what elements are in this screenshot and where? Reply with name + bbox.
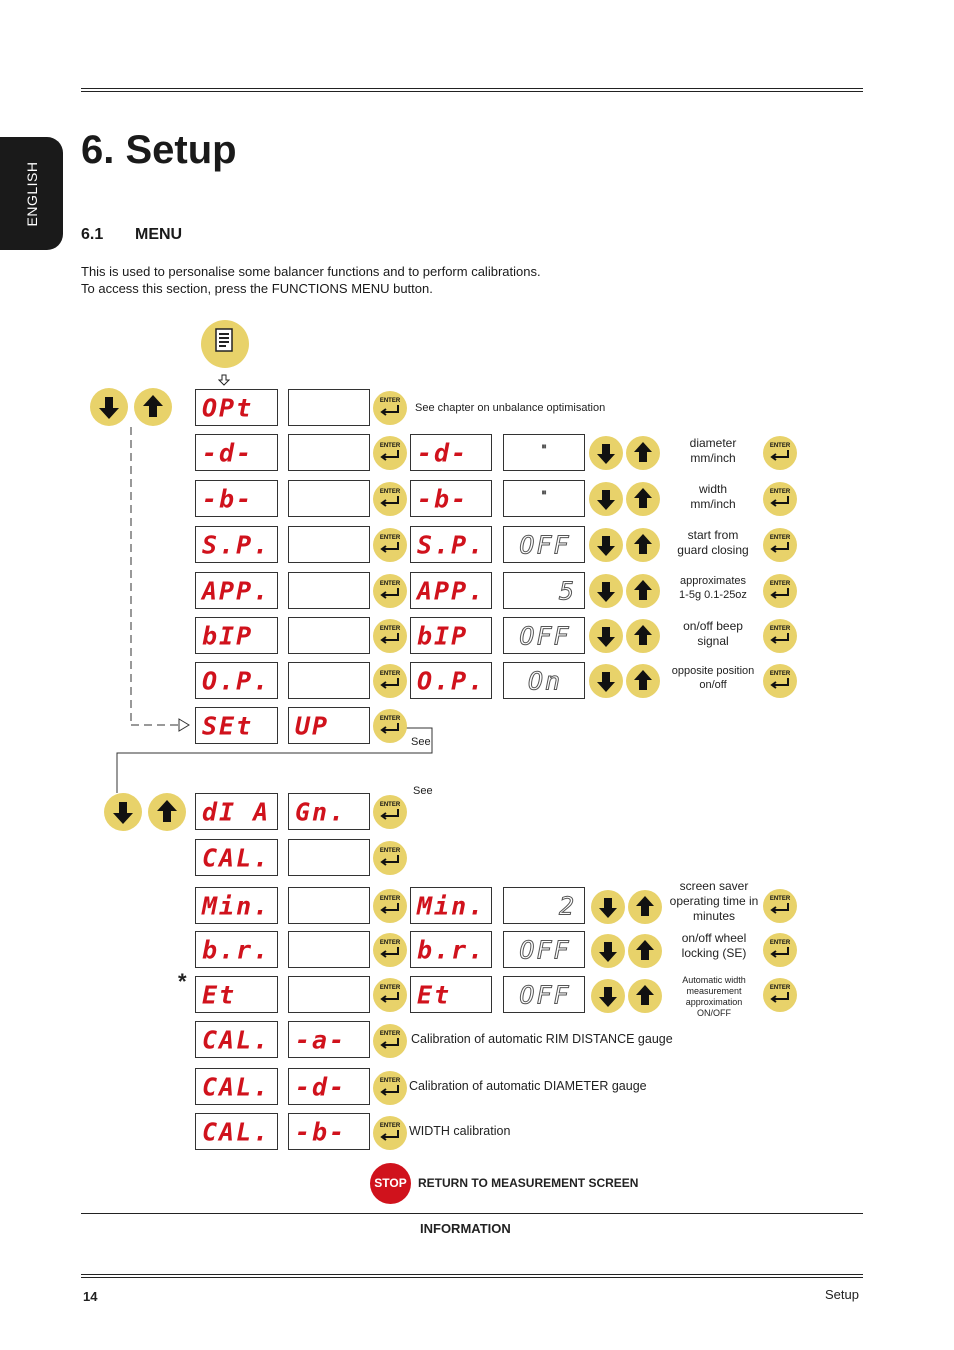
- enter-button[interactable]: ENTER: [373, 528, 407, 562]
- lcd-display: [195, 887, 278, 924]
- lcd-display: [503, 976, 585, 1013]
- option-description: screen saver operating time in minutes: [669, 879, 759, 923]
- enter-button[interactable]: ENTER: [373, 1071, 407, 1105]
- section-heading: [81, 226, 182, 244]
- lcd-display: [503, 480, 585, 517]
- lcd-display: [410, 887, 492, 924]
- lcd-text: ": [540, 443, 550, 456]
- option-description: diameter mm/inch: [689, 436, 737, 465]
- lcd-text: APP.: [202, 576, 271, 605]
- lcd-display-blank: [288, 480, 370, 517]
- arrow-down-button[interactable]: [591, 934, 625, 968]
- arrow-up-button[interactable]: [626, 574, 660, 608]
- page-title: 6. Setup: [81, 128, 237, 172]
- arrow-up-button[interactable]: [626, 436, 660, 470]
- arrow-down-button[interactable]: [591, 890, 625, 924]
- functions-menu-icon[interactable]: [201, 320, 249, 368]
- lcd-text: 2: [558, 891, 576, 920]
- lcd-text: OFF: [519, 980, 571, 1009]
- asterisk-mark: *: [178, 969, 187, 994]
- enter-button[interactable]: ENTER: [763, 889, 797, 923]
- lcd-text: CAL.: [202, 1072, 271, 1101]
- lcd-display: [503, 572, 585, 609]
- enter-button[interactable]: ENTER: [373, 482, 407, 516]
- setup-note: See: [411, 736, 431, 748]
- lcd-display-blank: [288, 572, 370, 609]
- lcd-display: [503, 434, 585, 471]
- enter-button[interactable]: ENTER: [373, 391, 407, 425]
- lcd-display: [288, 707, 370, 744]
- lcd-text: bIP: [202, 621, 254, 650]
- lcd-display-blank: [288, 931, 370, 968]
- intro-line-1: This is used to personalise some balancer functions and to perform calibrations.: [81, 264, 541, 279]
- lcd-text: -d-: [295, 1072, 347, 1101]
- lcd-display-blank: [288, 617, 370, 654]
- enter-button[interactable]: ENTER: [373, 841, 407, 875]
- section-number: 6.1: [81, 226, 104, 243]
- lcd-display: [288, 1021, 370, 1058]
- lcd-display: [195, 931, 278, 968]
- lcd-text: Min.: [202, 891, 271, 920]
- option-description: on/off wheel locking (SE): [681, 931, 747, 960]
- lcd-display: [195, 572, 278, 609]
- option-description: on/off beep signal: [683, 619, 743, 648]
- lcd-display: [195, 389, 278, 426]
- section-title: MENU: [135, 226, 183, 243]
- lcd-text: O.P.: [417, 666, 486, 695]
- arrow-up-button[interactable]: [628, 890, 662, 924]
- arrow-down-button[interactable]: [589, 574, 623, 608]
- enter-button[interactable]: ENTER: [373, 619, 407, 653]
- stop-button[interactable]: STOP: [370, 1163, 411, 1204]
- lcd-text: SEt: [202, 711, 254, 740]
- lcd-text: CAL.: [202, 843, 271, 872]
- lcd-display: [410, 931, 492, 968]
- lcd-display-blank: [288, 389, 370, 426]
- lcd-text: 5: [558, 576, 576, 605]
- lcd-text: -b-: [417, 484, 469, 513]
- lcd-display-blank: [288, 887, 370, 924]
- lcd-text: -b-: [295, 1117, 347, 1146]
- lcd-display-blank: [288, 976, 370, 1013]
- lcd-display: [288, 793, 370, 830]
- lcd-display: [503, 931, 585, 968]
- arrow-up-button[interactable]: [628, 979, 662, 1013]
- lcd-text: CAL.: [202, 1117, 271, 1146]
- lcd-text: Min.: [417, 891, 486, 920]
- lcd-text: Gn.: [295, 797, 347, 826]
- lcd-text: b.r.: [202, 935, 271, 964]
- intro-text: [81, 263, 541, 297]
- enter-button[interactable]: ENTER: [373, 1116, 407, 1150]
- lcd-text: CAL.: [202, 1025, 271, 1054]
- see-note: See: [413, 785, 433, 797]
- lcd-text: OFF: [519, 935, 571, 964]
- lcd-display: [195, 617, 278, 654]
- enter-button[interactable]: ENTER: [373, 436, 407, 470]
- lcd-display: [410, 480, 492, 517]
- lcd-display: [503, 887, 585, 924]
- lcd-text: Et: [202, 980, 237, 1009]
- opt-note: See chapter on unbalance optimisation: [415, 402, 606, 414]
- enter-button[interactable]: ENTER: [373, 574, 407, 608]
- arrow-down-button[interactable]: [589, 482, 623, 516]
- lcd-text: Et: [417, 980, 452, 1009]
- stop-text: RETURN TO MEASUREMENT SCREEN: [418, 1176, 639, 1190]
- option-description: Automatic width measurement approximation ON/OFF: [682, 975, 746, 1018]
- arrow-up-button[interactable]: [628, 934, 662, 968]
- lcd-display: [195, 526, 278, 563]
- page-number: 14: [83, 1289, 98, 1304]
- lcd-display-blank: [288, 434, 370, 471]
- arrow-up-button[interactable]: [148, 793, 186, 831]
- arrow-down-button[interactable]: [104, 793, 142, 831]
- lcd-text: bIP: [417, 621, 469, 650]
- lcd-text: OFF: [519, 530, 571, 559]
- enter-button[interactable]: ENTER: [763, 619, 797, 653]
- enter-button[interactable]: ENTER: [373, 1024, 407, 1058]
- enter-button[interactable]: ENTER: [763, 574, 797, 608]
- language-tab: [0, 137, 63, 250]
- arrow-up-button[interactable]: [626, 619, 660, 653]
- lcd-display: [195, 1113, 278, 1150]
- lcd-display: [288, 1068, 370, 1105]
- lcd-display: [195, 976, 278, 1013]
- arrow-down-button[interactable]: [591, 979, 625, 1013]
- lcd-display: [195, 662, 278, 699]
- lcd-display-blank: [288, 662, 370, 699]
- lcd-text: b.r.: [417, 935, 486, 964]
- lcd-text: -b-: [202, 484, 254, 513]
- calibration-description: WIDTH calibration: [409, 1124, 511, 1138]
- enter-button[interactable]: ENTER: [373, 709, 407, 743]
- arrow-down-button[interactable]: [589, 664, 623, 698]
- enter-button[interactable]: ENTER: [373, 889, 407, 923]
- lcd-display: [195, 434, 278, 471]
- enter-button[interactable]: ENTER: [763, 933, 797, 967]
- enter-button[interactable]: ENTER: [763, 528, 797, 562]
- lcd-display: [195, 1021, 278, 1058]
- option-description: width mm/inch: [690, 482, 736, 511]
- hollow-arrow-down-icon: [218, 374, 230, 386]
- lcd-text: dI A: [202, 797, 271, 826]
- lcd-display: [410, 434, 492, 471]
- lcd-text: -d-: [417, 438, 469, 467]
- lcd-display: [410, 572, 492, 609]
- language-label: ENGLISH: [23, 161, 40, 226]
- lcd-display: [195, 480, 278, 517]
- lcd-display: [503, 526, 585, 563]
- arrow-down-button[interactable]: [589, 528, 623, 562]
- lcd-display: [195, 839, 278, 876]
- lcd-display: [288, 1113, 370, 1150]
- option-description: opposite position on/off: [671, 665, 755, 691]
- lcd-text: ": [540, 489, 550, 502]
- arrow-up-button[interactable]: [134, 388, 172, 426]
- lcd-display: [503, 662, 585, 699]
- option-description: start from guard closing: [677, 528, 749, 557]
- lcd-display: [195, 793, 278, 830]
- arrow-up-button[interactable]: [626, 528, 660, 562]
- lcd-display: [503, 617, 585, 654]
- intro-line-2: To access this section, press the FUNCTIONS MENU button.: [81, 281, 433, 296]
- lcd-display: [195, 707, 278, 744]
- enter-button[interactable]: ENTER: [763, 436, 797, 470]
- lcd-text: APP.: [417, 576, 486, 605]
- dashed-connector: [125, 425, 195, 735]
- lcd-text: OPt: [202, 393, 254, 422]
- lcd-display-blank: [288, 526, 370, 563]
- calibration-description: Calibration of automatic RIM DISTANCE gauge: [411, 1032, 673, 1046]
- enter-button[interactable]: ENTER: [373, 933, 407, 967]
- arrow-down-button[interactable]: [589, 436, 623, 470]
- enter-button[interactable]: ENTER: [373, 978, 407, 1012]
- arrow-up-button[interactable]: [626, 664, 660, 698]
- lcd-text: -a-: [295, 1025, 347, 1054]
- lcd-text: S.P.: [202, 530, 271, 559]
- enter-button[interactable]: ENTER: [763, 482, 797, 516]
- lcd-text: -d-: [202, 438, 254, 467]
- enter-button[interactable]: ENTER: [373, 664, 407, 698]
- calibration-description: Calibration of automatic DIAMETER gauge: [409, 1079, 647, 1093]
- arrow-up-button[interactable]: [626, 482, 660, 516]
- information-heading: INFORMATION: [420, 1221, 511, 1236]
- footer-section: Setup: [825, 1287, 859, 1302]
- lcd-text: S.P.: [417, 530, 486, 559]
- enter-button[interactable]: ENTER: [373, 795, 407, 829]
- enter-button[interactable]: ENTER: [763, 664, 797, 698]
- lcd-display: [410, 617, 492, 654]
- lcd-display: [410, 526, 492, 563]
- lcd-text: OFF: [519, 621, 571, 650]
- lcd-display-blank: [288, 839, 370, 876]
- arrow-down-button[interactable]: [589, 619, 623, 653]
- lcd-text: UP: [295, 711, 330, 740]
- lcd-display: [410, 662, 492, 699]
- lcd-text: O.P.: [202, 666, 271, 695]
- lcd-display: [195, 1068, 278, 1105]
- lcd-text: On: [527, 666, 563, 695]
- arrow-down-button[interactable]: [90, 388, 128, 426]
- enter-button[interactable]: ENTER: [763, 978, 797, 1012]
- lcd-display: [410, 976, 492, 1013]
- option-description: approximates 1-5g 0.1-25oz: [679, 575, 747, 601]
